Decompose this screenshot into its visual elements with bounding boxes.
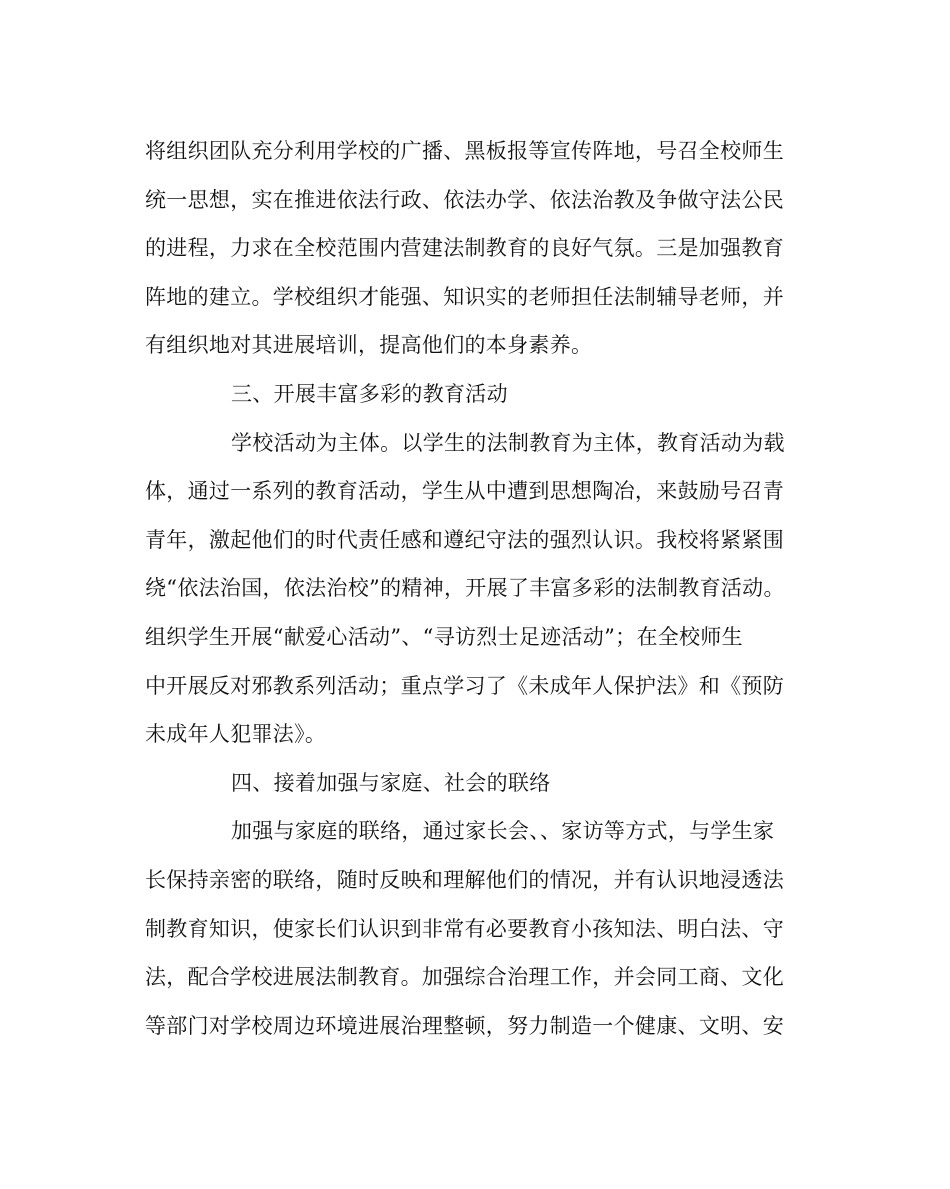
text-line: 绕“依法治国，依法治校”的精神，开展了丰富多彩的法制教育活动。 xyxy=(145,576,785,601)
text-line: 青年，激起他们的时代责任感和遵纪守法的强烈认识。我校将紧紧围 xyxy=(145,527,784,552)
text-line: 中开展反对邪教系列活动；重点学习了《未成年人保护法》和《预防 xyxy=(145,673,784,698)
text-line: 统一思想，实在推进依法行政、依法办学、依法治教及争做守法公民 xyxy=(145,187,784,212)
text-line: 有组织地对其进展培训，提高他们的本身素养。 xyxy=(145,333,593,358)
section-heading: 三、开展丰富多彩的教育活动 xyxy=(231,381,508,406)
section-heading: 四、接着加强与家庭、社会的联络 xyxy=(231,770,551,795)
text-line: 法，配合学校进展法制教育。加强综合治理工作，并会同工商、文化 xyxy=(145,965,784,990)
paragraph-first-line: 加强与家庭的联络，通过家长会、、家访等方式，与学生家 xyxy=(231,819,775,844)
paragraph-first-line: 学校活动为主体。以学生的法制教育为主体，教育活动为载 xyxy=(231,430,785,455)
text-line: 体，通过一系列的教育活动，学生从中遭到思想陶冶，来鼓励号召青 xyxy=(145,479,784,504)
text-line: 未成年人犯罪法》。 xyxy=(145,722,327,747)
text-line: 等部门对学校周边环境进展治理整顿，努力制造一个健康、文明、安 xyxy=(145,1013,784,1038)
text-line: 制教育知识，使家长们认识到非常有必要教育小孩知法、明白法、守 xyxy=(145,916,784,941)
document-body xyxy=(145,127,817,1050)
text-line: 阵地的建立。学校组织才能强、知识实的老师担任法制辅导老师，并 xyxy=(145,284,784,309)
text-line: 的进程，力求在全校范围内营建法制教育的良好气氛。三是加强教育 xyxy=(145,236,784,261)
text-line: 将组织团队充分利用学校的广播、黑板报等宣传阵地，号召全校师生 xyxy=(145,139,784,163)
text-line: 长保持亲密的联络，随时反映和理解他们的情况，并有认识地浸透法 xyxy=(145,867,784,892)
text-line: 组织学生开展“献爱心活动”、“寻访烈士足迹活动”；在全校师生 xyxy=(145,624,743,649)
